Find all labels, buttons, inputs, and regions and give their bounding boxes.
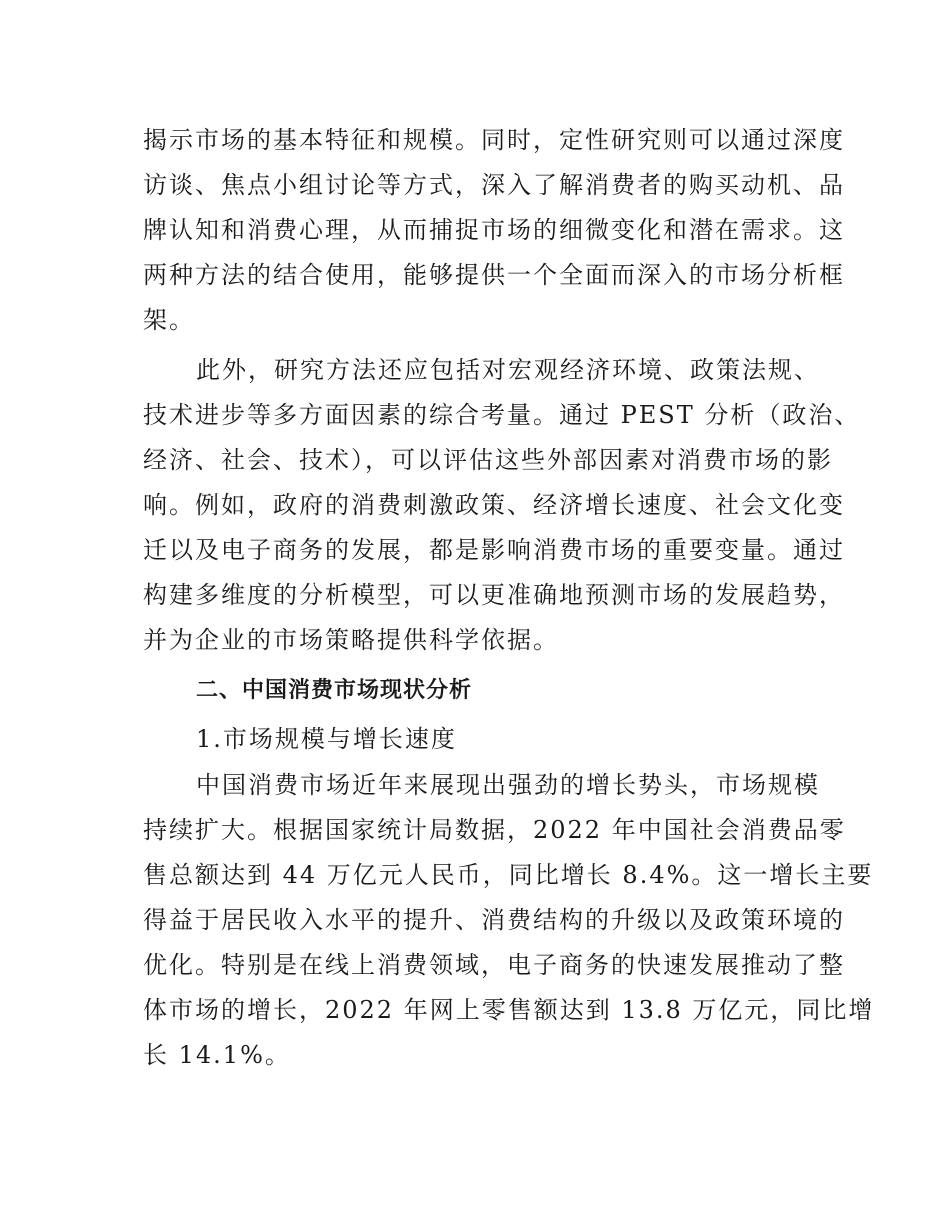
paragraph-3-line-4: 得益于居民收入水平的提升、消费结构的升级以及政策环境的 [143,906,845,934]
paragraph-2-line-7: 并为企业的市场策略提供科学依据。 [143,626,559,654]
paragraph-3-line-1: 中国消费市场近年来展现出强劲的增长势头，市场规模 [196,771,820,799]
paragraph-3-line-6: 体市场的增长，2022 年网上零售额达到 13.8 万亿元，同比增 [143,996,875,1024]
section-heading: 二、中国消费市场现状分析 [196,678,473,703]
subsection-heading: 1.市场规模与增长速度 [196,725,457,753]
paragraph-1-line-2: 访谈、焦点小组讨论等方式，深入了解消费者的购买动机、品 [143,171,845,199]
paragraph-2-line-6: 构建多维度的分析模型，可以更准确地预测市场的发展趋势， [143,581,845,609]
paragraph-1-line-1: 揭示市场的基本特征和规模。同时，定性研究则可以通过深度 [143,126,845,154]
paragraph-3-line-7: 长 14.1%。 [143,1041,291,1069]
paragraph-2-line-1: 此外，研究方法还应包括对宏观经济环境、政策法规、 [196,356,820,384]
paragraph-2-line-2: 技术进步等多方面因素的综合考量。通过 PEST 分析（政治、 [143,401,861,429]
paragraph-3-line-5: 优化。特别是在线上消费领域，电子商务的快速发展推动了整 [143,951,845,979]
paragraph-3-line-3: 售总额达到 44 万亿元人民币，同比增长 8.4%。这一增长主要 [143,861,874,889]
paragraph-2-line-3: 经济、社会、技术），可以评估这些外部因素对消费市场的影 [143,446,833,474]
paragraph-1-line-5: 架。 [143,306,195,334]
paragraph-2-line-5: 迁以及电子商务的发展，都是影响消费市场的重要变量。通过 [143,536,845,564]
paragraph-2-line-4: 响。例如，政府的消费刺激政策、经济增长速度、社会文化变 [143,491,845,519]
paragraph-3-line-2: 持续扩大。根据国家统计局数据，2022 年中国社会消费品零 [143,816,846,844]
paragraph-1-line-3: 牌认知和消费心理，从而捕捉市场的细微变化和潜在需求。这 [143,216,845,244]
paragraph-1-line-4: 两种方法的结合使用，能够提供一个全面而深入的市场分析框 [143,261,845,289]
